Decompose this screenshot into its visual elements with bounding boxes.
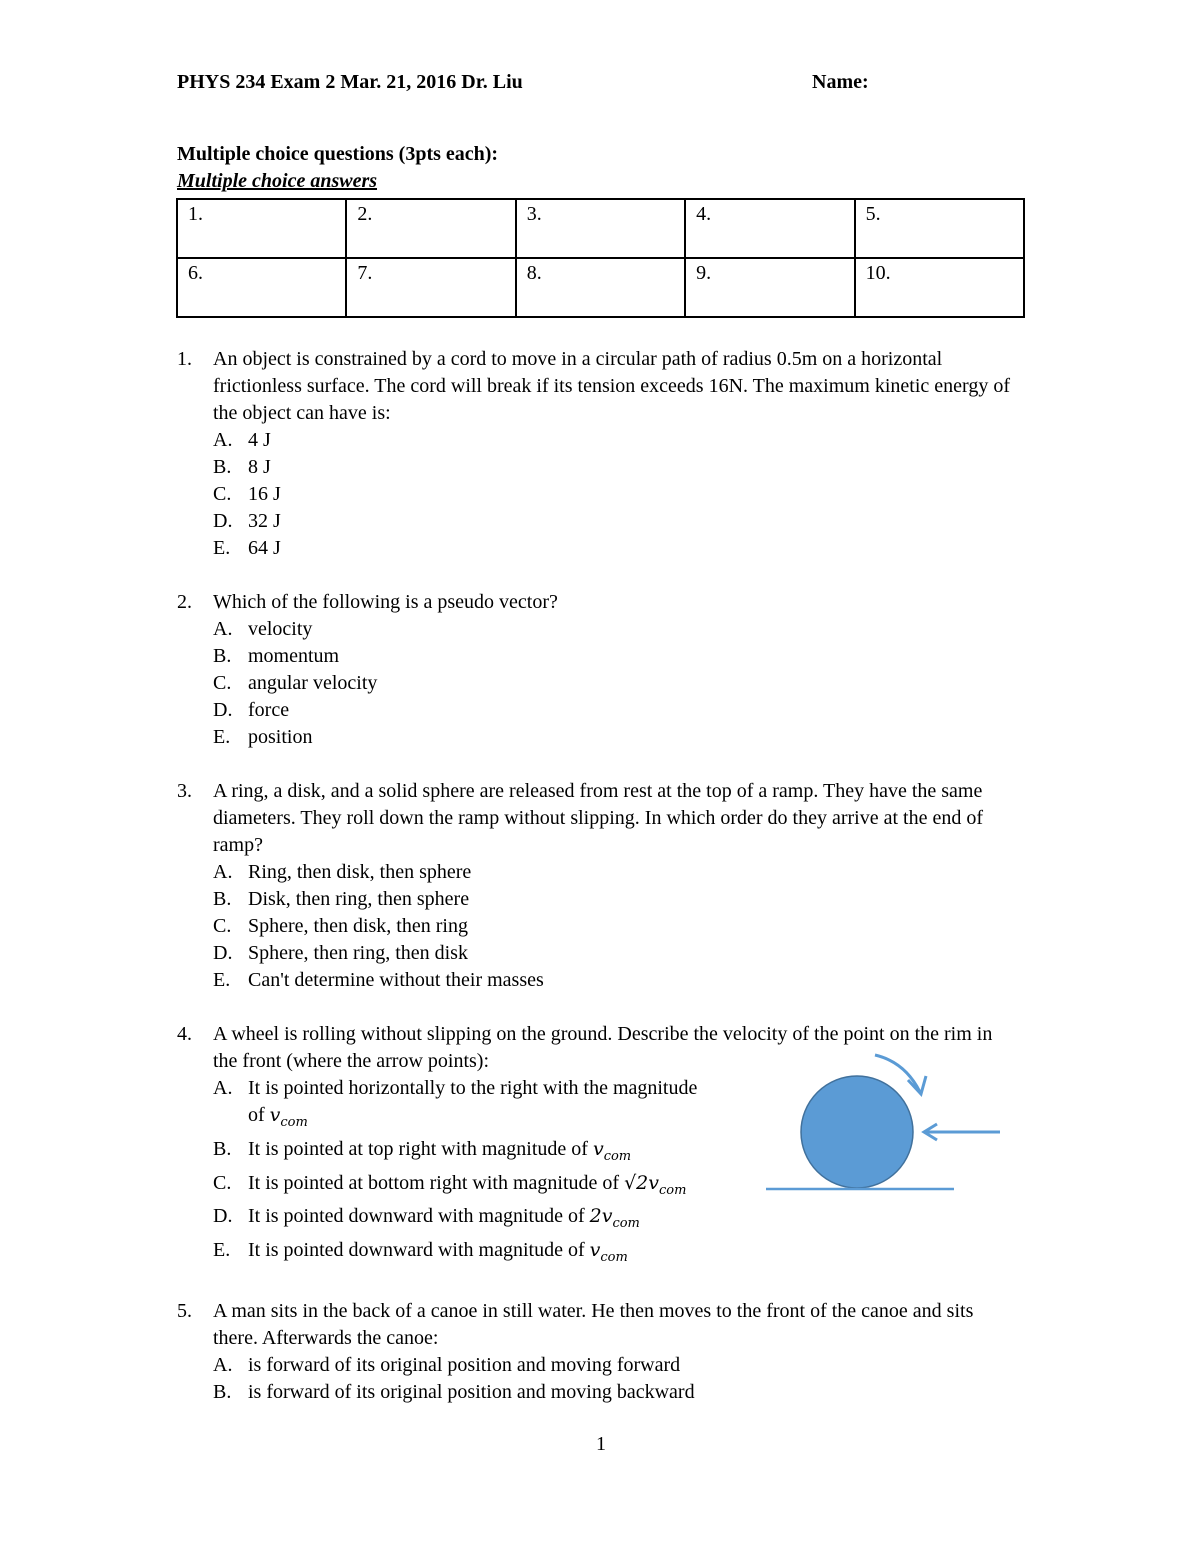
v-com-symbol bbox=[589, 1239, 628, 1265]
math-subscript: com bbox=[603, 1148, 632, 1164]
question-3 bbox=[177, 778, 1037, 994]
v-com-symbol bbox=[269, 1104, 308, 1130]
option-text: 64 J bbox=[248, 537, 281, 559]
option-text: Disk, then ring, then sphere bbox=[248, 888, 470, 910]
option-letter: C. bbox=[213, 1171, 232, 1194]
option bbox=[213, 1379, 1037, 1406]
rolling-wheel-diagram bbox=[760, 1050, 1010, 1200]
option-letter: B. bbox=[213, 888, 232, 910]
option-text: 32 J bbox=[248, 510, 281, 532]
answer-cell-7[interactable]: 7. bbox=[346, 258, 515, 317]
math-var: v bbox=[589, 1239, 601, 1262]
math-var: v bbox=[592, 1137, 604, 1160]
option-letter: C. bbox=[213, 915, 232, 937]
question-5 bbox=[177, 1298, 1037, 1406]
option bbox=[213, 967, 1037, 994]
option-text: angular velocity bbox=[248, 672, 378, 694]
option-text: Sphere, then disk, then ring bbox=[248, 915, 468, 937]
option-letter: D. bbox=[213, 699, 233, 721]
exam-title: PHYS 234 Exam 2 Mar. 21, 2016 Dr. Liu bbox=[177, 71, 523, 93]
math-var: v bbox=[648, 1171, 660, 1194]
option-text: is forward of its original position and moving backward bbox=[248, 1380, 695, 1403]
option-text bbox=[248, 1075, 698, 1136]
option-letter: B. bbox=[213, 645, 232, 667]
option bbox=[213, 913, 1037, 940]
answer-cell-1[interactable]: 1. bbox=[177, 199, 346, 258]
option bbox=[213, 1352, 1037, 1379]
option bbox=[213, 508, 1037, 535]
question-1 bbox=[177, 346, 1037, 562]
option-letter: A. bbox=[213, 861, 233, 883]
option-letter: D. bbox=[213, 942, 233, 964]
option-letter: B. bbox=[213, 1137, 232, 1160]
question-text: A man sits in the back of a canoe in still water. He then moves to the front of the canoe and sits there. Afterwards the canoe: bbox=[213, 1299, 974, 1349]
option-letter: C. bbox=[213, 672, 232, 694]
option-text bbox=[248, 1237, 768, 1271]
question-number: 4. bbox=[177, 1023, 192, 1045]
option-text: Can't determine without their masses bbox=[248, 969, 544, 991]
answer-cell-3[interactable]: 3. bbox=[516, 199, 685, 258]
name-label: Name: bbox=[812, 71, 869, 93]
option-text: force bbox=[248, 699, 290, 721]
option-letter: E. bbox=[213, 969, 231, 991]
option bbox=[213, 670, 1037, 697]
option-letter: A. bbox=[213, 1353, 233, 1376]
math-var: v bbox=[601, 1205, 613, 1228]
mc-subheading: Multiple choice answers bbox=[177, 170, 378, 192]
option-body: It is pointed at top right with magnitude of bbox=[248, 1137, 588, 1160]
option-text: is forward of its original position and moving forward bbox=[248, 1353, 681, 1376]
answer-cell-9[interactable]: 9. bbox=[685, 258, 854, 317]
option-letter: B. bbox=[213, 1380, 232, 1403]
v-com-symbol bbox=[592, 1137, 632, 1164]
question-number: 3. bbox=[177, 780, 192, 802]
v-com-symbol bbox=[624, 1171, 687, 1198]
option-letter: E. bbox=[213, 1239, 231, 1262]
math-prefix: √2 bbox=[624, 1171, 649, 1194]
v-com-symbol bbox=[589, 1205, 640, 1232]
option-text bbox=[248, 1203, 768, 1237]
option-text: Ring, then disk, then sphere bbox=[248, 861, 472, 883]
wheel bbox=[801, 1076, 913, 1188]
math-subscript: com bbox=[280, 1114, 308, 1130]
option-letter: A. bbox=[213, 618, 233, 640]
question-text: Which of the following is a pseudo vector? bbox=[213, 591, 558, 613]
option-body: It is pointed at bottom right with magnitude of bbox=[248, 1171, 620, 1194]
math-subscript: com bbox=[600, 1249, 628, 1265]
option-letter: E. bbox=[213, 726, 231, 748]
math-prefix: 2 bbox=[589, 1205, 602, 1228]
option bbox=[213, 535, 1037, 562]
answer-table bbox=[176, 198, 1025, 318]
option-letter: E. bbox=[213, 537, 231, 559]
question-2 bbox=[177, 589, 1037, 751]
math-var: v bbox=[269, 1104, 281, 1126]
option bbox=[213, 940, 1037, 967]
answer-cell-4[interactable]: 4. bbox=[685, 199, 854, 258]
option-letter: A. bbox=[213, 1077, 233, 1099]
math-subscript: com bbox=[612, 1216, 640, 1232]
math-subscript: com bbox=[659, 1182, 687, 1198]
question-list bbox=[177, 346, 1037, 1433]
question-text: An object is constrained by a cord to move in a circular path of radius 0.5m on a horizontal frictionless surface. The cord will break if its tension exceeds 16N. The maximum kinetic energy of the object can have is: bbox=[213, 348, 1010, 424]
option-letter: A. bbox=[213, 429, 233, 451]
option-letter: D. bbox=[213, 1205, 233, 1228]
option bbox=[213, 1237, 1037, 1271]
option-text bbox=[248, 1136, 768, 1170]
option bbox=[213, 643, 1037, 670]
question-text: A wheel is rolling without slipping on the ground. Describe the velocity of the point on the rim in the front (where the arrow points): bbox=[213, 1023, 993, 1072]
option-body: It is pointed downward with magnitude of bbox=[248, 1205, 585, 1228]
answer-cell-6[interactable]: 6. bbox=[177, 258, 346, 317]
option-text: 16 J bbox=[248, 483, 281, 505]
option bbox=[213, 481, 1037, 508]
answer-cell-2[interactable]: 2. bbox=[346, 199, 515, 258]
answer-cell-5[interactable]: 5. bbox=[855, 199, 1024, 258]
option-letter: B. bbox=[213, 456, 232, 478]
option-text: Sphere, then ring, then disk bbox=[248, 942, 468, 964]
question-number: 5. bbox=[177, 1299, 192, 1322]
question-number: 2. bbox=[177, 591, 192, 613]
option-letter: C. bbox=[213, 483, 232, 505]
question-number: 1. bbox=[177, 348, 192, 370]
option bbox=[213, 616, 1037, 643]
option bbox=[213, 886, 1037, 913]
option bbox=[213, 1203, 1037, 1237]
option-text: position bbox=[248, 726, 313, 748]
answer-cell-8[interactable]: 8. bbox=[516, 258, 685, 317]
mc-heading: Multiple choice questions (3pts each): bbox=[177, 143, 499, 165]
option-text: 4 J bbox=[248, 429, 271, 451]
question-text: A ring, a disk, and a solid sphere are released from rest at the top of a ramp. They have the same diameters. They roll down the ramp without slipping. In which order do they arrive at the end of ramp? bbox=[213, 780, 983, 856]
option-text bbox=[248, 1170, 698, 1204]
option bbox=[213, 724, 1037, 751]
page-number: 1 bbox=[596, 1433, 606, 1455]
answer-cell-10[interactable]: 10. bbox=[855, 258, 1024, 317]
option-text: velocity bbox=[248, 618, 313, 640]
option bbox=[213, 427, 1037, 454]
option bbox=[213, 454, 1037, 481]
option-text: momentum bbox=[248, 645, 340, 667]
option-body: It is pointed horizontally to the right with the magnitude of bbox=[248, 1077, 698, 1126]
option bbox=[213, 859, 1037, 886]
option bbox=[213, 697, 1037, 724]
option-text: 8 J bbox=[248, 456, 271, 478]
option-body: It is pointed downward with magnitude of bbox=[248, 1239, 585, 1262]
option-letter: D. bbox=[213, 510, 233, 532]
